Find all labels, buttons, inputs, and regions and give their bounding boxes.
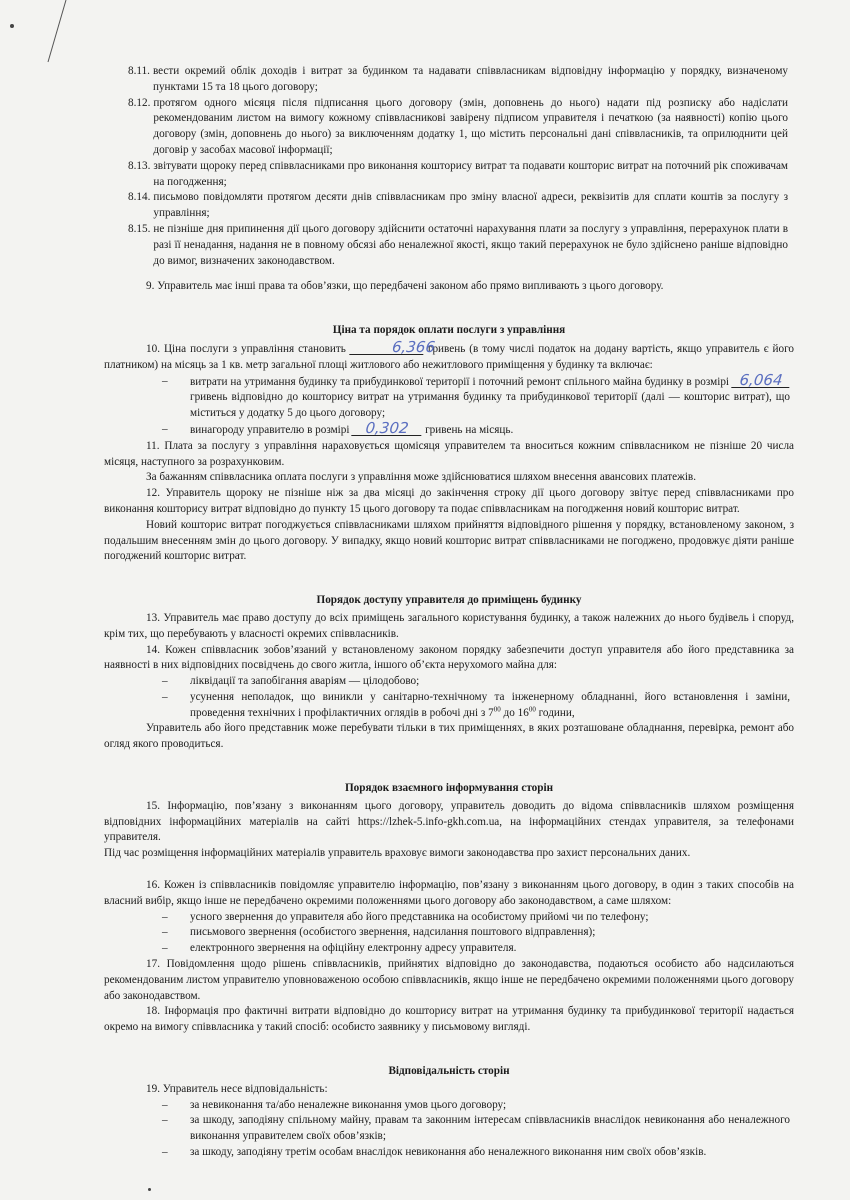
list-item: 8.11. вести окремий облік доходів і витрат за будинком та надавати співвласникам відповідну інформацію у порядку, визначеному пунктами 15 та 18 цього договору;	[128, 65, 788, 93]
paragraph-13: 13. Управитель має право доступу до всіх приміщень загального користування будинку, а також належних до нього будівель і споруд, крім тих, що перебувають у власності окремих співвласників.	[104, 611, 794, 640]
paragraph-14b: Управитель або його представник може перебувати тільки в тих приміщеннях, в яких розташоване обладнання, перевірка, ремонт або огляд якого проводиться.	[104, 722, 794, 751]
list-item: 8.12. протягом одного місяця після підписання цього договору (змін, доповнень до нього) надати під розписку або надіслати рекомендованим листом на вимогу кожному співвласникові завірену підписом управителя і печаткою (за наявності) копію цього договору (змін, доповнень до нього) за виключенням додатку 1, що містить персональні дані співвласників, та оприлюднити цей договір у засобах масової інформації;	[128, 96, 788, 156]
handwritten-price-field: 6,366	[349, 341, 424, 355]
bullet-item: – письмового звернення (особистого звернення, надсилання поштового відправлення);	[162, 926, 596, 939]
paragraph-18: 18. Інформація про фактичні витрати відповідно до кошторису витрат на утримання будинку та прибудинкової території надається окремо на вимогу співвласника у такий спосіб: особисто заявнику у письмовому вигляді.	[104, 1005, 794, 1034]
paragraph-10: 10. Ціна послуги з управління становить 6,366 гривень (в тому числі податок на додану вартість, якщо управитель є його платником) на місяць за 1 кв. метр загальної площі житлового або нежитлового приміщення у будинку та включає:	[104, 337, 795, 371]
handwritten-maintenance-field: 6,064	[731, 374, 790, 388]
bullet-item: – електронного звернення на офіційну електронну адресу управителя.	[162, 942, 517, 955]
bullet-item: – ліквідації та запобігання аваріям — цілодобово;	[162, 675, 420, 688]
scan-speck	[10, 24, 14, 28]
paragraph-14: 14. Кожен співвласник зобов’язаний у встановленому законом порядку забезпечити доступ управителя або його представника за наявності в них відповідних посвідчень до свого житла, іншого об’єкта нерухомого майна для:	[104, 643, 794, 672]
section-heading-info: Порядок взаємного інформування сторін	[344, 782, 554, 795]
paragraph-16: 16. Кожен із співвласників повідомляє управителю інформацію, пов’язану з виконанням цього договору, в один з таких способів на власний вибір, якщо інше не передбачено окремими положеннями цього договору або законодавством, а саме шляхом:	[104, 879, 794, 907]
paragraph-12: 12. Управитель щороку не пізніше ніж за два місяці до закінчення строку дії цього договору звітує перед співвласниками про виконання кошторису витрат відповідно до пункту 15 цього договору та подає співвласникам на погодження новий кошторис витрат.	[104, 487, 794, 515]
paragraph-17: 17. Повідомлення щодо рішень співвласників, прийнятих відповідно до законодавства, подаються особисто або надсилаються рекомендованим листом управителю уповноваженою особою співвласників, якщо інше не передбачено окремими положеннями цього договору або законодавством.	[104, 958, 794, 1002]
bullet-item: – усного звернення до управителя або його представника на особистому прийомі чи по телефону;	[162, 910, 649, 923]
document-body	[104, 64, 794, 1161]
section-heading-price: Ціна та порядок оплати послуги з управління	[332, 324, 566, 337]
bullet-item: – винагороду управителю в розмірі 0,302 гривень на місяць.	[162, 418, 514, 437]
section-heading-access: Порядок доступу управителя до приміщень будинку	[316, 594, 582, 607]
bullet-item: – за невиконання та/або неналежне виконання умов цього договору;	[162, 1098, 507, 1111]
paragraph-12b: Новий кошторис витрат погоджується співвласниками шляхом прийняття відповідного рішення у порядку, встановленому законом, з подальшим внесенням змін до цього договору. У випадку, якщо новий кошторис витрат співвласниками не погоджено, продовжує діяти раніше погоджений кошторис витрат.	[104, 518, 794, 563]
scan-speck	[148, 1188, 151, 1191]
bullet-item: – за шкоду, заподіяну третім особам внаслідок невиконання або неналежного виконання ним своїх обов’язків.	[162, 1146, 707, 1159]
handwritten-fee-field: 0,302	[352, 422, 423, 436]
paragraph-9: 9. Управитель має інші права та обов’язки, що передбачені законом або прямо випливають з цього договору.	[146, 280, 664, 293]
scan-corner-mark	[8, 0, 68, 70]
paragraph-11: 11. Плата за послугу з управління нараховується щомісяця управителем та вноситься кожним співвласником не пізніше 20 числа місяця, наступного за розрахунковим.	[104, 439, 794, 468]
bullet-item: – за шкоду, заподіяну спільному майну, правам та законним інтересам співвласників внаслідок невиконання або неналежного виконання управителем своїх обов’язків;	[162, 1114, 790, 1143]
paragraph-11b: За бажанням співвласника оплата послуги з управління може здійснюватися шляхом внесення авансових платежів.	[146, 471, 697, 484]
paragraph-15: 15. Інформацію, пов’язану з виконанням цього договору, управитель доводить до відома співвласників шляхом розміщення відповідних інформаційних матеріалів на сайті https://lzhek-5.info-gkh.com.ua, на інформаційних стендах управителя, за телефонами управителя.	[104, 799, 794, 844]
list-item: 8.13. звітувати щороку перед співвласниками про виконання кошторису витрат та подавати кошторис витрат на поточний рік споживачам на погодження;	[128, 159, 788, 188]
list-item: 8.15. не пізніше дня припинення дії цього договору здійснити остаточні нарахування плати за послугу з управління, перерахунок плати в разі її ненадання, надання не в повному обсязі або неналежної якості, якщо такий перерахунок не було здійснено раніше відповідно до вимог, визначених законодавством.	[128, 222, 788, 267]
list-item: 8.14. письмово повідомляти протягом десяти днів співвласникам про зміну власної адреси, реквізитів для сплати коштів за послугу з управління;	[128, 191, 788, 220]
website-link[interactable]: https://lzhek-5.info-gkh.com.ua	[357, 815, 500, 828]
bullet-item: – усунення неполадок, що виникли у санітарно-технічному та інженерному обладнанні, його встановлення і заміни, проведення технічних і профілактичних оглядів в робочі дні з $7^{00}$ до $16^{00}$ години,	[162, 690, 790, 719]
paragraph-19: 19. Управитель несе відповідальність:	[146, 1082, 328, 1095]
bullet-item: – витрати на утримання будинку та прибудинкової території і поточний ремонт спільного майна будинку в розмірі 6,064 гривень відповідно до кошторису витрат на утримання будинку та прибудинкової території (далі — кошторис витрат), що міститься у додатку 5 до цього договору;	[162, 370, 790, 420]
paragraph-15c: Під час розміщення інформаційних матеріалів управитель враховує вимоги законодавства про захист персональних даних.	[104, 847, 691, 860]
section-heading-responsibility: Відповідальність сторін	[388, 1065, 510, 1078]
